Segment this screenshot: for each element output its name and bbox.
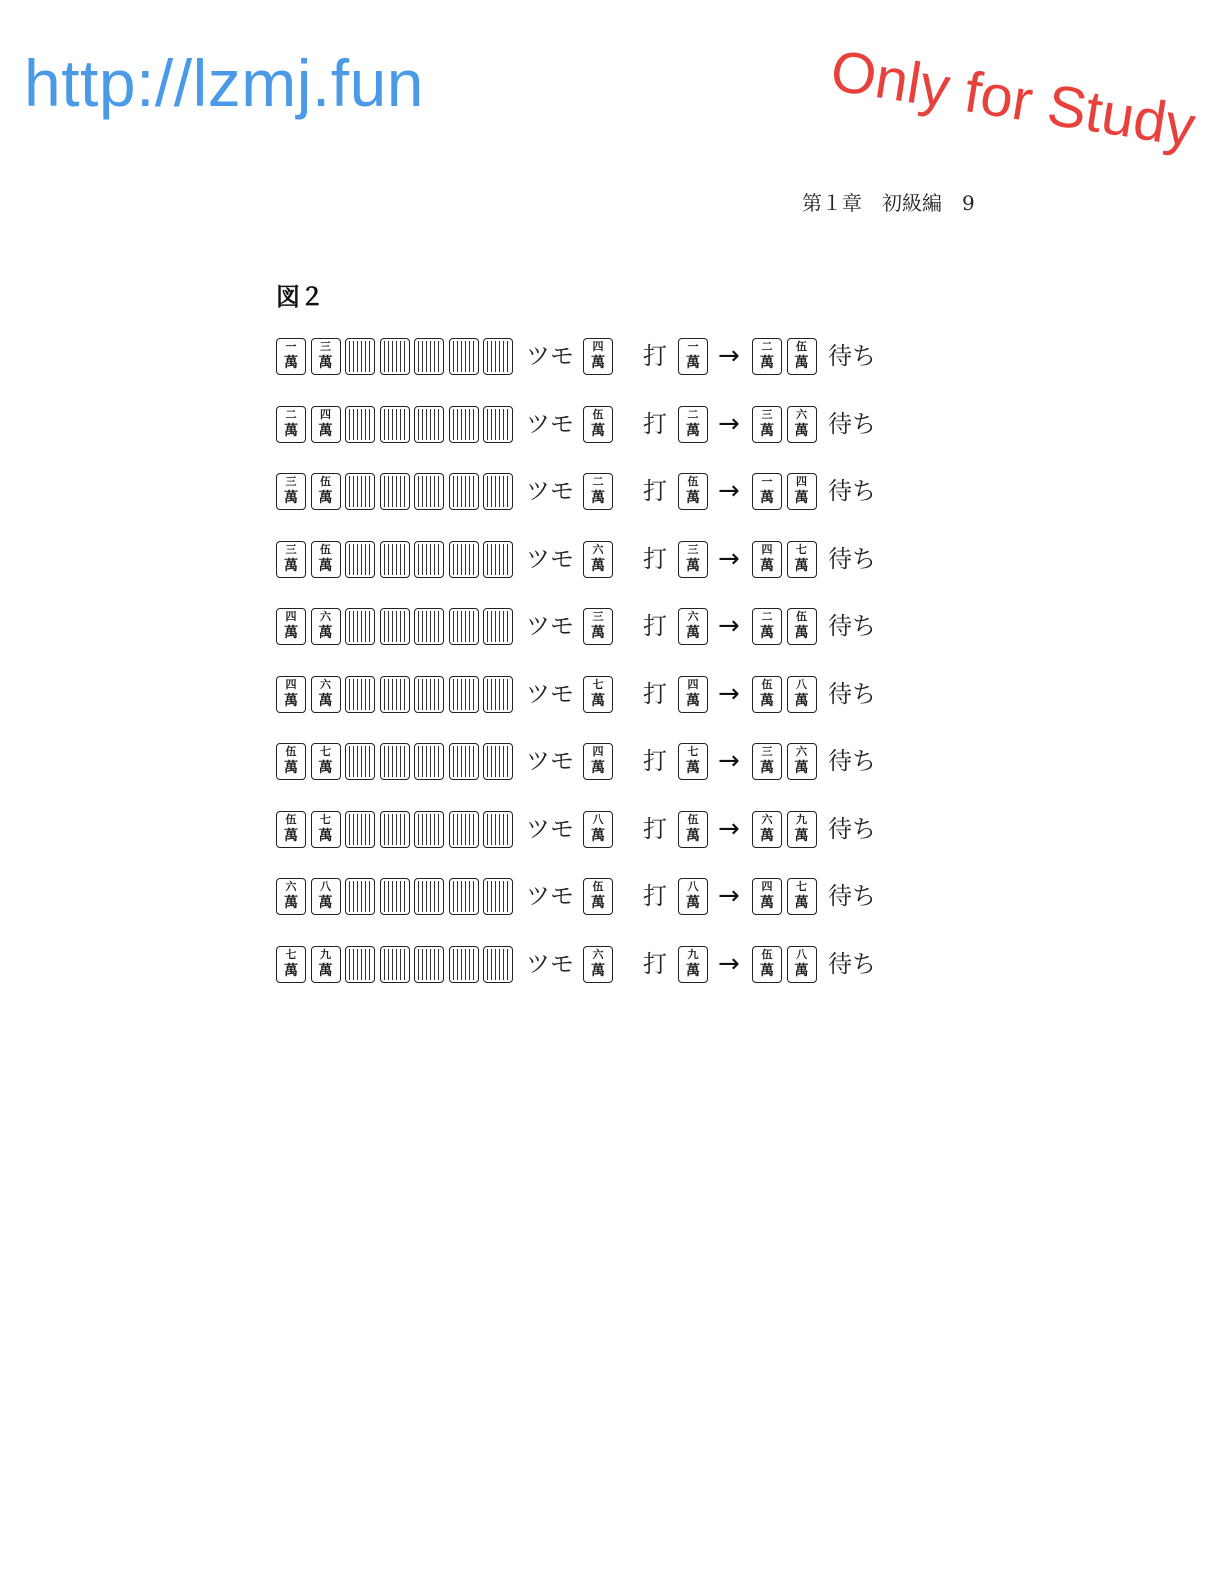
tile-number: 七: [796, 542, 807, 556]
wait-tile: [752, 406, 782, 443]
hand-tile: [311, 676, 341, 713]
tile-number: 七: [320, 745, 331, 758]
hand-tile: [276, 676, 306, 713]
tile-suit: 萬: [686, 962, 700, 979]
wait-tile: [752, 946, 782, 983]
tile-back: [414, 676, 444, 713]
arrow-icon: →: [718, 881, 740, 911]
tile-back: [345, 338, 375, 375]
discard-label: 打: [643, 544, 667, 573]
tile-number: 伍: [592, 880, 604, 893]
tile-back: [345, 473, 375, 510]
tsumo-tile: [583, 743, 613, 780]
hand-tile: [276, 946, 306, 983]
tile-suit: 萬: [284, 625, 298, 641]
tile-row: [276, 676, 916, 716]
tile-number: 四: [592, 340, 604, 353]
tile-back: [345, 743, 375, 780]
wait-tile: [787, 743, 817, 780]
hand-tile: [311, 878, 341, 915]
tile-back: [483, 473, 513, 510]
wait-tile: [752, 338, 782, 375]
tile-number: 二: [761, 340, 773, 353]
wait-tile: [752, 541, 782, 578]
tsumo-tile: [583, 676, 613, 713]
hand-tile: [276, 878, 306, 915]
tsumo-label: ツモ: [526, 747, 574, 775]
tile-number: 三: [761, 745, 773, 758]
tile-suit: 萬: [686, 355, 700, 371]
tile-back: [449, 676, 479, 713]
tile-suit: 萬: [686, 827, 700, 844]
tile-back: [380, 878, 410, 915]
wait-tile: [787, 541, 817, 578]
tile-suit: 萬: [284, 422, 298, 439]
tile-number: 二: [761, 610, 773, 623]
hand-tile: [311, 473, 341, 510]
tile-back: [449, 878, 479, 915]
hand-tile: [311, 406, 341, 443]
arrow-icon: →: [718, 408, 740, 439]
tile-suit: 萬: [686, 490, 700, 506]
tile-back: [449, 743, 479, 780]
tile-number: 八: [320, 880, 331, 893]
wait-tile: [787, 338, 817, 375]
tile-number: 伍: [687, 812, 699, 826]
tsumo-tile: [583, 811, 613, 848]
tile-back: [414, 338, 444, 375]
hand-tile: [311, 811, 341, 848]
tile-back: [345, 406, 375, 443]
tile-number: 三: [285, 542, 297, 556]
wait-tile: [787, 811, 817, 848]
tile-number: 一: [761, 475, 773, 488]
tsumo-tile: [583, 338, 613, 375]
tsumo-tile: [583, 541, 613, 578]
tile-back: [380, 473, 410, 510]
tile-back: [380, 541, 410, 578]
tile-suit: 萬: [591, 422, 605, 439]
tile-suit: 萬: [591, 760, 605, 776]
tile-number: 七: [320, 812, 331, 826]
discard-tile: [678, 676, 708, 713]
tile-back: [414, 946, 444, 983]
tile-number: 二: [285, 407, 297, 421]
hand-tile: [311, 608, 341, 645]
tile-number: 六: [687, 610, 699, 623]
tile-number: 四: [320, 407, 331, 421]
tile-suit: 萬: [591, 355, 605, 371]
tile-back: [380, 811, 410, 848]
wait-tile: [752, 811, 782, 848]
hand-tile: [276, 608, 306, 645]
discard-tile: [678, 946, 708, 983]
tile-suit: 萬: [591, 692, 605, 709]
wait-tile: [787, 406, 817, 443]
tile-back: [414, 608, 444, 645]
tile-suit: 萬: [760, 895, 774, 911]
tile-suit: 萬: [591, 827, 605, 844]
tile-row: [276, 473, 916, 513]
tile-back: [345, 811, 375, 848]
tile-suit: 萬: [318, 422, 333, 439]
tsumo-tile: [583, 473, 613, 510]
tile-suit: 萬: [686, 692, 700, 709]
wait-label: 待ち: [828, 814, 876, 843]
hand-tile: [311, 743, 341, 780]
wait-label: 待ち: [828, 544, 876, 573]
tile-back: [449, 811, 479, 848]
tile-back: [483, 676, 513, 713]
tile-number: 六: [796, 407, 807, 421]
tile-suit: 萬: [318, 827, 333, 844]
tile-suit: 萬: [794, 625, 809, 641]
discard-label: 打: [643, 612, 667, 640]
tile-number: 伍: [761, 947, 773, 961]
discard-label: 打: [643, 814, 667, 843]
tile-back: [483, 406, 513, 443]
hand-tile: [276, 541, 306, 578]
wait-tile: [787, 676, 817, 713]
tsumo-label: ツモ: [526, 814, 574, 843]
watermark-url: http://lzmj.fun: [24, 46, 424, 120]
tile-row: [276, 541, 916, 581]
discard-tile: [678, 743, 708, 780]
hand-tile: [311, 946, 341, 983]
tsumo-label: ツモ: [526, 949, 574, 978]
tsumo-tile: [583, 878, 613, 915]
tile-suit: 萬: [760, 692, 774, 709]
tsumo-tile: [583, 406, 613, 443]
wait-label: 待ち: [828, 477, 876, 505]
tsumo-label: ツモ: [526, 342, 574, 370]
tsumo-tile: [583, 608, 613, 645]
tile-suit: 萬: [591, 962, 605, 979]
tile-suit: 萬: [318, 895, 333, 911]
tile-number: 七: [687, 745, 699, 758]
tile-suit: 萬: [284, 692, 298, 709]
tile-number: 四: [761, 542, 773, 556]
watermark-study: Only for Study: [826, 38, 1200, 160]
tile-number: 六: [592, 947, 604, 961]
tile-suit: 萬: [794, 355, 809, 371]
tile-row: [276, 338, 916, 378]
tile-back: [345, 541, 375, 578]
discard-tile: [678, 338, 708, 375]
tile-number: 九: [687, 947, 699, 961]
tile-number: 八: [796, 677, 807, 691]
tile-suit: 萬: [686, 760, 700, 776]
tile-back: [414, 541, 444, 578]
tile-suit: 萬: [760, 355, 774, 371]
tile-number: 伍: [592, 407, 604, 421]
discard-tile: [678, 473, 708, 510]
tile-suit: 萬: [794, 422, 809, 439]
tile-number: 八: [687, 880, 699, 893]
tile-row: [276, 811, 916, 851]
tsumo-label: ツモ: [526, 679, 574, 708]
wait-label: 待ち: [828, 612, 876, 640]
tile-back: [449, 608, 479, 645]
tile-row: [276, 878, 916, 918]
tile-back: [483, 608, 513, 645]
hand-tile: [276, 473, 306, 510]
tsumo-label: ツモ: [526, 612, 574, 640]
tsumo-label: ツモ: [526, 409, 574, 438]
tile-number: 七: [796, 880, 807, 893]
wait-tile: [752, 878, 782, 915]
tile-number: 四: [796, 475, 807, 488]
tile-suit: 萬: [794, 895, 809, 911]
tile-suit: 萬: [284, 827, 298, 844]
tile-back: [449, 338, 479, 375]
tile-back: [483, 541, 513, 578]
tile-number: 四: [285, 677, 297, 691]
tile-suit: 萬: [686, 422, 700, 439]
tile-suit: 萬: [284, 355, 298, 371]
tile-back: [483, 811, 513, 848]
tile-suit: 萬: [794, 760, 809, 776]
tile-suit: 萬: [794, 962, 809, 979]
arrow-icon: →: [718, 813, 740, 844]
tile-row: [276, 946, 916, 986]
discard-label: 打: [643, 949, 667, 978]
arrow-icon: →: [718, 476, 740, 506]
tile-suit: 萬: [318, 760, 333, 776]
arrow-icon: →: [718, 948, 740, 979]
tile-suit: 萬: [284, 557, 298, 574]
tile-number: 三: [285, 475, 297, 488]
tile-suit: 萬: [591, 895, 605, 911]
tile-number: 七: [285, 947, 297, 961]
hand-tile: [276, 743, 306, 780]
tile-number: 四: [592, 745, 604, 758]
tile-back: [483, 743, 513, 780]
tile-suit: 萬: [760, 625, 774, 641]
tsumo-label: ツモ: [526, 882, 574, 910]
tile-suit: 萬: [284, 760, 298, 776]
tile-suit: 萬: [318, 692, 333, 709]
tile-row: [276, 406, 916, 446]
tile-suit: 萬: [591, 490, 605, 506]
tile-number: 九: [796, 812, 807, 826]
discard-tile: [678, 541, 708, 578]
arrow-icon: →: [718, 611, 740, 641]
discard-tile: [678, 811, 708, 848]
wait-tile: [787, 473, 817, 510]
tile-back: [345, 946, 375, 983]
wait-tile: [752, 608, 782, 645]
tile-back: [380, 406, 410, 443]
tile-number: 伍: [320, 475, 331, 488]
tile-number: 二: [592, 475, 604, 488]
tile-suit: 萬: [686, 625, 700, 641]
discard-label: 打: [643, 409, 667, 438]
wait-label: 待ち: [828, 409, 876, 438]
discard-tile: [678, 608, 708, 645]
tile-number: 七: [592, 677, 604, 691]
discard-tile: [678, 878, 708, 915]
tile-suit: 萬: [318, 962, 333, 979]
running-header: 第１章 初級編 9: [802, 191, 975, 215]
tile-back: [380, 946, 410, 983]
tile-back: [449, 541, 479, 578]
tile-back: [483, 878, 513, 915]
tile-number: 二: [687, 407, 699, 421]
tile-number: 伍: [285, 745, 297, 758]
tile-suit: 萬: [760, 827, 774, 844]
tile-number: 六: [320, 610, 331, 623]
tile-suit: 萬: [318, 557, 333, 574]
tile-number: 伍: [796, 610, 807, 623]
hand-tile: [311, 338, 341, 375]
tile-suit: 萬: [284, 962, 298, 979]
tile-number: 九: [320, 947, 331, 961]
tile-back: [414, 406, 444, 443]
hand-tile: [311, 541, 341, 578]
tile-number: 六: [285, 880, 297, 893]
tile-number: 六: [761, 812, 773, 826]
tile-suit: 萬: [794, 827, 809, 844]
tile-number: 四: [285, 610, 297, 623]
wait-label: 待ち: [828, 679, 876, 708]
tile-suit: 萬: [591, 557, 605, 574]
tile-back: [345, 608, 375, 645]
tile-number: 三: [320, 340, 331, 353]
tile-suit: 萬: [760, 490, 774, 506]
tile-back: [483, 946, 513, 983]
tile-suit: 萬: [591, 625, 605, 641]
tile-back: [345, 676, 375, 713]
tile-number: 伍: [761, 677, 773, 691]
tile-number: 六: [592, 542, 604, 556]
tile-back: [414, 878, 444, 915]
discard-label: 打: [643, 477, 667, 505]
arrow-icon: →: [718, 543, 740, 574]
tile-number: 三: [592, 610, 604, 623]
figure-label: 図２: [276, 283, 324, 311]
wait-tile: [752, 473, 782, 510]
tsumo-label: ツモ: [526, 477, 574, 505]
tile-number: 八: [796, 947, 807, 961]
wait-tile: [752, 743, 782, 780]
tile-suit: 萬: [318, 625, 333, 641]
hand-tile: [276, 338, 306, 375]
wait-tile: [787, 608, 817, 645]
wait-label: 待ち: [828, 747, 876, 775]
tile-suit: 萬: [318, 490, 333, 506]
tile-suit: 萬: [318, 355, 333, 371]
tile-number: 一: [687, 340, 699, 353]
tile-number: 四: [687, 677, 699, 691]
wait-tile: [787, 946, 817, 983]
tile-back: [414, 473, 444, 510]
tile-number: 伍: [320, 542, 331, 556]
wait-tile: [752, 676, 782, 713]
tile-suit: 萬: [686, 557, 700, 574]
tile-row: [276, 608, 916, 648]
tile-back: [449, 946, 479, 983]
discard-label: 打: [643, 747, 667, 775]
hand-tile: [276, 811, 306, 848]
tile-back: [483, 338, 513, 375]
wait-tile: [787, 878, 817, 915]
tile-back: [414, 743, 444, 780]
tile-number: 六: [796, 745, 807, 758]
wait-label: 待ち: [828, 949, 876, 978]
tile-number: 伍: [285, 812, 297, 826]
tile-number: 四: [761, 880, 773, 893]
tile-back: [380, 743, 410, 780]
tsumo-tile: [583, 946, 613, 983]
tile-number: 伍: [796, 340, 807, 353]
tile-back: [380, 676, 410, 713]
tile-back: [345, 878, 375, 915]
tile-suit: 萬: [794, 557, 809, 574]
tile-back: [414, 811, 444, 848]
arrow-icon: →: [718, 746, 740, 776]
tile-suit: 萬: [760, 422, 774, 439]
tile-suit: 萬: [794, 692, 809, 709]
hand-tile: [276, 406, 306, 443]
discard-tile: [678, 406, 708, 443]
wait-label: 待ち: [828, 342, 876, 370]
tsumo-label: ツモ: [526, 544, 574, 573]
arrow-icon: →: [718, 678, 740, 709]
discard-label: 打: [643, 882, 667, 910]
tile-row: [276, 743, 916, 783]
tile-back: [380, 338, 410, 375]
arrow-icon: →: [718, 341, 740, 371]
wait-label: 待ち: [828, 882, 876, 910]
tile-suit: 萬: [760, 962, 774, 979]
tile-number: 三: [687, 542, 699, 556]
tile-back: [449, 406, 479, 443]
discard-label: 打: [643, 679, 667, 708]
tile-suit: 萬: [760, 760, 774, 776]
tile-number: 三: [761, 407, 773, 421]
discard-label: 打: [643, 342, 667, 370]
tile-suit: 萬: [760, 557, 774, 574]
tile-suit: 萬: [284, 490, 298, 506]
tile-suit: 萬: [284, 895, 298, 911]
tile-suit: 萬: [794, 490, 809, 506]
tile-number: 一: [285, 340, 297, 353]
tile-number: 伍: [687, 475, 699, 488]
tile-number: 八: [592, 812, 604, 826]
tile-suit: 萬: [686, 895, 700, 911]
tile-number: 六: [320, 677, 331, 691]
tile-back: [449, 473, 479, 510]
tile-back: [380, 608, 410, 645]
